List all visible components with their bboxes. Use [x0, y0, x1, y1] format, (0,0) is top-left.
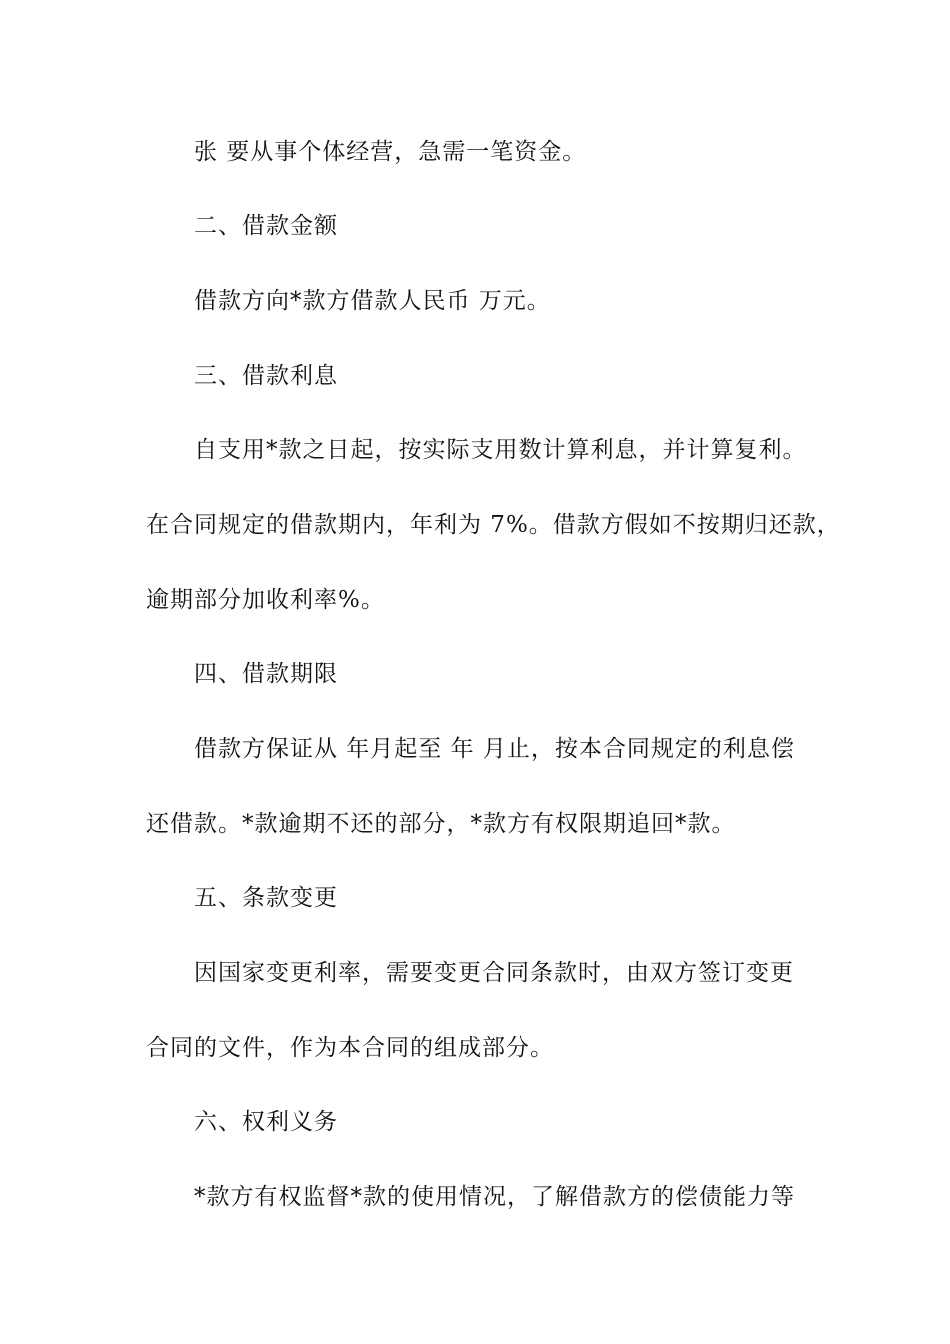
- paragraph-term-line2: 还借款。*款逾期不还的部分，*款方有权限期追回*款。: [146, 811, 736, 837]
- heading-clause-change: 五、条款变更: [194, 885, 338, 911]
- paragraph-loan-amount: 借款方向*款方借款人民币 万元。: [194, 288, 551, 314]
- paragraph-rights-line1: *款方有权监督*款的使用情况，了解借款方的偿债能力等: [194, 1184, 795, 1210]
- paragraph-interest-line3: 逾期部分加收利率%。: [146, 587, 385, 613]
- paragraph-change-line1: 因国家变更利率，需要变更合同条款时，由双方签订变更: [194, 960, 794, 986]
- heading-loan-interest: 三、借款利息: [194, 363, 338, 389]
- paragraph-term-line1: 借款方保证从 年月起至 年 月止，按本合同规定的利息偿: [194, 736, 795, 762]
- heading-loan-amount: 二、借款金额: [194, 213, 338, 239]
- heading-rights-obligations: 六、权利义务: [194, 1109, 338, 1135]
- paragraph-purpose: 张 要从事个体经营，急需一笔资金。: [194, 139, 587, 165]
- paragraph-change-line2: 合同的文件，作为本合同的组成部分。: [146, 1035, 554, 1061]
- paragraph-interest-line1: 自支用*款之日起，按实际支用数计算利息，并计算复利。: [194, 437, 807, 463]
- heading-loan-term: 四、借款期限: [194, 661, 338, 687]
- paragraph-interest-line2: 在合同规定的借款期内，年利为 7%。借款方假如不按期归还款，: [146, 512, 841, 538]
